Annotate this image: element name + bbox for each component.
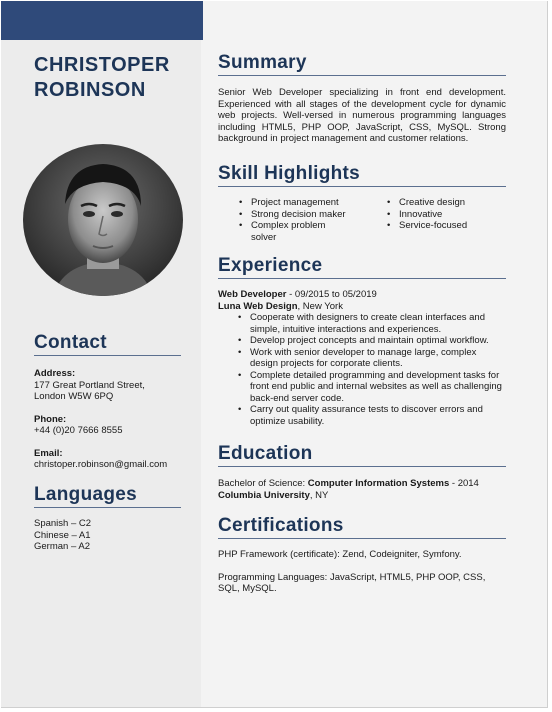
skill-item: • Innovative: [383, 209, 503, 221]
phone-label: Phone:: [34, 413, 67, 425]
degree-field: Computer Information Systems: [307, 478, 450, 489]
company-name: Luna Web Design: [218, 300, 298, 312]
experience-bullet: • Cooperate with designers to create clean interfaces and simple, intuitive interactions and experiences.: [234, 312, 506, 335]
contact-divider: [34, 355, 181, 356]
email-label: Email:: [34, 447, 63, 459]
certifications-divider: [218, 538, 506, 539]
job-dates: - 09/2015 to 05/2019: [286, 289, 377, 300]
certifications-list: [218, 549, 503, 595]
school-name: Columbia University: [218, 489, 310, 501]
summary-divider: [218, 75, 506, 76]
summary-text: Senior Web Developer specializing in front end development. Experienced with all stages of the development cycle for dynamic web projects. Well-versed in numerous programming languages including HTML5, PHP OOP, JavaScript, CSS, MySQL. Strong background in project management and customer relations.: [218, 87, 506, 144]
address-line1: 177 Great Portland Street,: [34, 379, 145, 391]
degree-year: - 2014: [449, 478, 479, 489]
skill-item: • Creative design: [383, 197, 503, 209]
candidate-name: [34, 53, 170, 103]
experience-bullet: • Develop project concepts and maintain optimal workflow.: [234, 335, 506, 347]
top-accent-bar: [1, 1, 203, 40]
skills-divider: [218, 186, 506, 187]
certification-item: Programming Languages: JavaScript, HTML5, PHP OOP, CSS, SQL, MySQL.: [218, 571, 486, 594]
experience-bullets: [218, 312, 506, 427]
address-line2: London W5W 6PQ: [34, 391, 114, 402]
degree-line: [218, 478, 506, 490]
language-item: Spanish – C2: [34, 518, 92, 529]
languages-heading: Languages: [34, 484, 137, 505]
skills-column-1: [235, 197, 370, 243]
education-heading: Education: [218, 443, 313, 464]
languages-list: [34, 518, 194, 553]
first-name: CHRISTOPER: [34, 54, 170, 76]
school-location: , NY: [309, 489, 329, 501]
skills-heading: Skill Highlights: [218, 163, 361, 184]
address-label: Address:: [34, 368, 76, 379]
profile-photo: [23, 144, 183, 296]
education-divider: [218, 466, 506, 467]
experience-entry: [218, 289, 506, 427]
skill-item: • Service-focused: [383, 220, 503, 232]
languages-divider: [34, 507, 181, 508]
email-value: christoper.robinson@gmail.com: [34, 459, 168, 470]
skill-item: • Strong decision maker: [235, 209, 370, 221]
company-line: [218, 301, 506, 313]
skill-item: • Complex problem solver: [235, 220, 337, 243]
language-item: German – A2: [34, 541, 90, 552]
job-role: Web Developer: [218, 289, 287, 300]
certification-item: PHP Framework (certificate): Zend, Codeigniter, Symfony.: [218, 549, 462, 560]
certifications-heading: Certifications: [218, 515, 344, 536]
experience-bullet: • Work with senior developer to manage large, complex design projects for corporate clients.: [234, 347, 506, 370]
company-location: , New York: [297, 300, 343, 312]
contact-details: [34, 368, 194, 471]
experience-heading: Experience: [218, 255, 323, 276]
skills-column-2: [383, 197, 503, 232]
last-name: ROBINSON: [34, 79, 146, 101]
education-entry: [218, 478, 506, 501]
experience-bullet: • Carry out quality assurance tests to discover errors and optimize usability.: [234, 404, 506, 427]
phone-value: +44 (0)20 7666 8555: [34, 425, 123, 436]
skill-item: • Project management: [235, 197, 370, 209]
degree-prefix: Bachelor of Science:: [218, 478, 308, 489]
experience-bullet: • Complete detailed programming and development tasks for front end public and internal websites as well as challenging back-end server code.: [234, 370, 506, 405]
job-title-line: [218, 289, 506, 301]
resume-page: [1, 1, 548, 708]
contact-heading: Contact: [34, 332, 107, 353]
language-item: Chinese – A1: [34, 529, 91, 541]
summary-heading: Summary: [218, 52, 307, 73]
school-line: [218, 490, 506, 502]
experience-divider: [218, 278, 506, 279]
